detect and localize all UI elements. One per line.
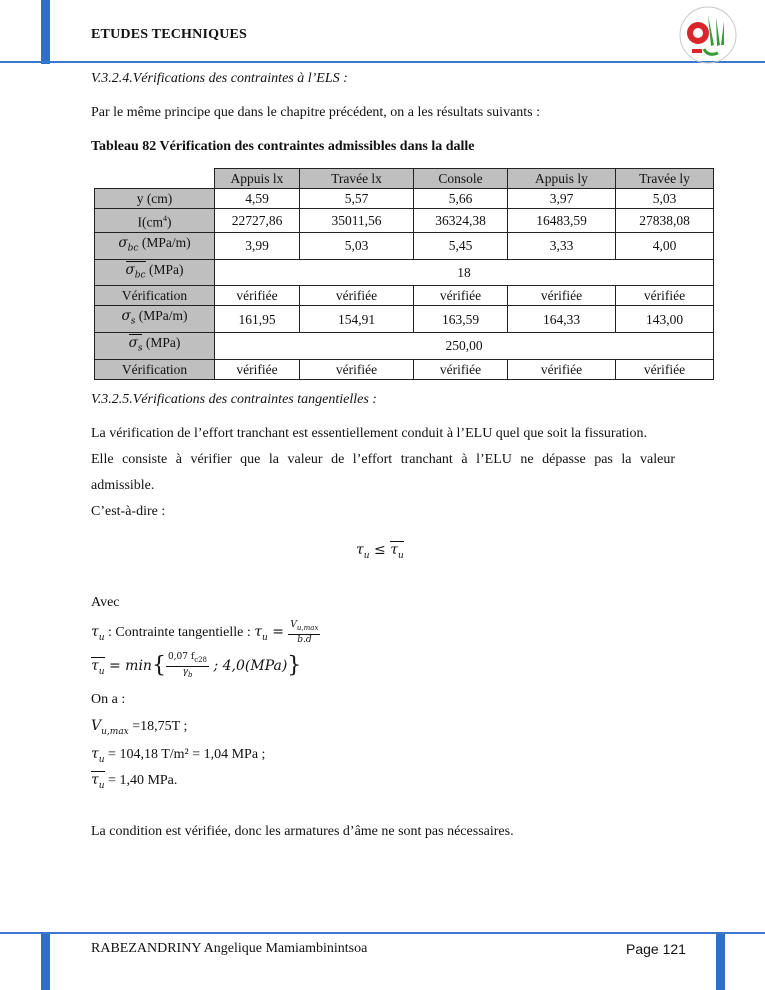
- tau-bar-value: = 1,40 MPa.: [104, 773, 178, 788]
- tau-definition: $\tau_u$ : Contrainte tangentielle : $\tau_u$ = $\frac{V_{u,max}}{b.d}$: [91, 620, 319, 645]
- tau-def-label: : Contrainte tangentielle :: [104, 625, 255, 641]
- paragraph-2a: [91, 451, 675, 469]
- paragraph-2b: admissible.: [91, 478, 155, 493]
- min-frac-den: γ: [182, 666, 188, 677]
- left-brace: {: [151, 653, 166, 678]
- table-cell: vérifiée: [616, 359, 714, 379]
- row-label-unit: (MPa/m): [135, 308, 188, 324]
- frac-num: V: [290, 620, 297, 630]
- table-cell-merged: 250,00: [215, 333, 714, 360]
- table-header-row: [95, 169, 714, 189]
- university-logo-icon: [674, 5, 742, 65]
- footer-right-bar: [716, 934, 725, 990]
- tau-subscript: u: [98, 754, 105, 765]
- right-brace: }: [287, 653, 302, 678]
- sigma-bar-group: [125, 261, 146, 281]
- table-caption: Tableau 82 Vérification des contraintes admissibles dans la dalle: [91, 139, 475, 154]
- table-corner: [95, 169, 215, 189]
- tau-symbol: τ: [91, 746, 99, 762]
- row-label-unit: (MPa): [142, 335, 181, 351]
- column-header: Travée ly: [616, 169, 714, 189]
- sigma-symbol: σ: [125, 261, 135, 278]
- paragraph-3: C’est-à-dire :: [91, 504, 166, 519]
- sigma-subscript: s: [137, 343, 143, 354]
- v-subscript: u,max: [101, 726, 129, 737]
- row-label: Vérification: [95, 359, 215, 379]
- footer-author: RABEZANDRINY Angelique Mamiambinintsoa: [91, 941, 368, 956]
- avec-label: Avec: [91, 595, 120, 610]
- footer-rule: [0, 932, 765, 934]
- tau-subscript: u: [363, 550, 370, 561]
- table-cell: 27838,08: [616, 209, 714, 233]
- sigma-subscript: bc: [127, 243, 139, 254]
- table-cell: vérifiée: [300, 286, 414, 306]
- table-cell: 3,33: [508, 232, 616, 259]
- table-cell: vérifiée: [215, 286, 300, 306]
- table-cell: 3,99: [215, 232, 300, 259]
- shear-fraction: [288, 620, 320, 646]
- v-max-line: [91, 717, 187, 741]
- table-cell: 164,33: [508, 306, 616, 333]
- table-row: [95, 259, 714, 286]
- paragraph-1: La vérification de l’effort tranchant est essentiellement conduit à l’ELU quel que soit la fissuration.: [91, 426, 648, 441]
- tau-subscript: u: [397, 550, 404, 561]
- paragraph-2a-text: Elle consiste à vérifier que la valeur de l’effort tranchant à l’ELU ne dépasse pas la valeur: [91, 452, 675, 467]
- v-symbol: V: [91, 718, 102, 734]
- table-cell: 22727,86: [215, 209, 300, 233]
- tau-symbol: τ: [254, 624, 262, 641]
- tau-bar-value-line: [91, 771, 177, 795]
- frac-den: b.d: [297, 634, 312, 645]
- table-cell: 5,03: [616, 189, 714, 209]
- column-header: Travée lx: [300, 169, 414, 189]
- section-heading-tangential: V.3.2.5.Vérifications des contraintes tangentielles :: [91, 392, 377, 407]
- table-row: [95, 286, 714, 306]
- sigma-bar-group: [128, 334, 143, 354]
- row-label: [95, 259, 215, 286]
- tau-subscript: u: [98, 780, 105, 791]
- sigma-symbol: σ: [128, 335, 138, 352]
- table-row: [95, 189, 714, 209]
- row-label: [95, 306, 215, 333]
- v-value: =18,75T ;: [128, 719, 188, 734]
- table-cell: 5,57: [300, 189, 414, 209]
- min-frac-den-sub: b: [187, 670, 193, 679]
- sigma-symbol: σ: [118, 234, 128, 251]
- frac-num-sub: u,max: [296, 623, 319, 632]
- min-text: = min: [104, 658, 152, 674]
- column-header: Console: [414, 169, 508, 189]
- row-label: [95, 333, 215, 360]
- tau-bar-group: [91, 771, 105, 791]
- table-cell: 161,95: [215, 306, 300, 333]
- row-label-end: ): [166, 214, 172, 230]
- table-cell: 154,91: [300, 306, 414, 333]
- sigma-subscript: bc: [134, 270, 146, 281]
- column-header: Appuis ly: [508, 169, 616, 189]
- main-inequality: [356, 541, 404, 565]
- column-header: Appuis lx: [215, 169, 300, 189]
- page-number: Page 121: [626, 941, 686, 957]
- table-cell: 143,00: [616, 306, 714, 333]
- row-label-base: I(cm: [137, 214, 163, 230]
- table-row: [95, 333, 714, 360]
- row-label: [95, 209, 215, 233]
- table-cell: vérifiée: [215, 359, 300, 379]
- min-fraction: [166, 652, 209, 681]
- leq-sign: ≤: [369, 542, 391, 558]
- table-cell: vérifiée: [414, 286, 508, 306]
- stress-verification-table: [94, 168, 714, 380]
- row-label-exponent: 4: [162, 214, 167, 224]
- min-frac-num: 0,07 f: [167, 651, 195, 662]
- table-cell-merged: 18: [215, 259, 714, 286]
- row-label: [95, 232, 215, 259]
- table-row: [95, 232, 714, 259]
- header-rule: [0, 61, 765, 63]
- tau-value-line: [91, 745, 265, 769]
- min-frac-num-sub: c28: [194, 655, 208, 664]
- on-a-label: On a :: [91, 692, 126, 707]
- row-label-unit: (MPa): [145, 261, 184, 277]
- table-cell: vérifiée: [616, 286, 714, 306]
- tau-bar-min: [91, 651, 301, 687]
- table-cell: 163,59: [414, 306, 508, 333]
- table-cell: 5,45: [414, 232, 508, 259]
- tau-subscript: u: [261, 632, 268, 643]
- table-cell: 16483,59: [508, 209, 616, 233]
- table-cell: vérifiée: [300, 359, 414, 379]
- tau-symbol: τ: [390, 542, 398, 558]
- tau-symbol: τ: [91, 658, 99, 674]
- header-title: ETUDES TECHNIQUES: [91, 27, 248, 42]
- footer-left-bar: [41, 934, 50, 990]
- conclusion: La condition est vérifiée, donc les armatures d’âme ne sont pas nécessaires.: [91, 824, 514, 839]
- table-cell: 5,66: [414, 189, 508, 209]
- table-cell: 36324,38: [414, 209, 508, 233]
- tau-subscript: u: [98, 632, 105, 643]
- sigma-subscript: s: [130, 317, 136, 328]
- row-label: Vérification: [95, 286, 215, 306]
- tau-value: = 104,18 T/m² = 1,04 MPa ;: [104, 747, 266, 762]
- tau-symbol: τ: [91, 624, 99, 641]
- table-cell: 35011,56: [300, 209, 414, 233]
- row-label-unit: (MPa/m): [138, 234, 191, 250]
- tau-symbol: τ: [91, 772, 99, 788]
- table-cell: 3,97: [508, 189, 616, 209]
- table-cell: 4,00: [616, 232, 714, 259]
- tau-bar-group: [91, 657, 105, 677]
- row-label: y (cm): [95, 189, 215, 209]
- table-cell: 4,59: [215, 189, 300, 209]
- section-heading-els: V.3.2.4.Vérifications des contraintes à l’ELS :: [91, 71, 348, 86]
- table-row: [95, 359, 714, 379]
- tau-symbol: τ: [356, 542, 364, 558]
- table-cell: 5,03: [300, 232, 414, 259]
- table-cell: vérifiée: [508, 359, 616, 379]
- tau-subscript: u: [98, 666, 105, 677]
- min-rest: ; 4,0(MPa): [209, 658, 288, 674]
- table-row: [95, 209, 714, 233]
- table-cell: vérifiée: [414, 359, 508, 379]
- tau-bar-group: [390, 541, 404, 561]
- table-row: [95, 306, 714, 333]
- table-cell: vérifiée: [508, 286, 616, 306]
- header-left-bar: [41, 0, 50, 64]
- sigma-symbol: σ: [121, 308, 131, 325]
- intro-text: Par le même principe que dans le chapitre précédent, on a les résultats suivants :: [91, 105, 541, 120]
